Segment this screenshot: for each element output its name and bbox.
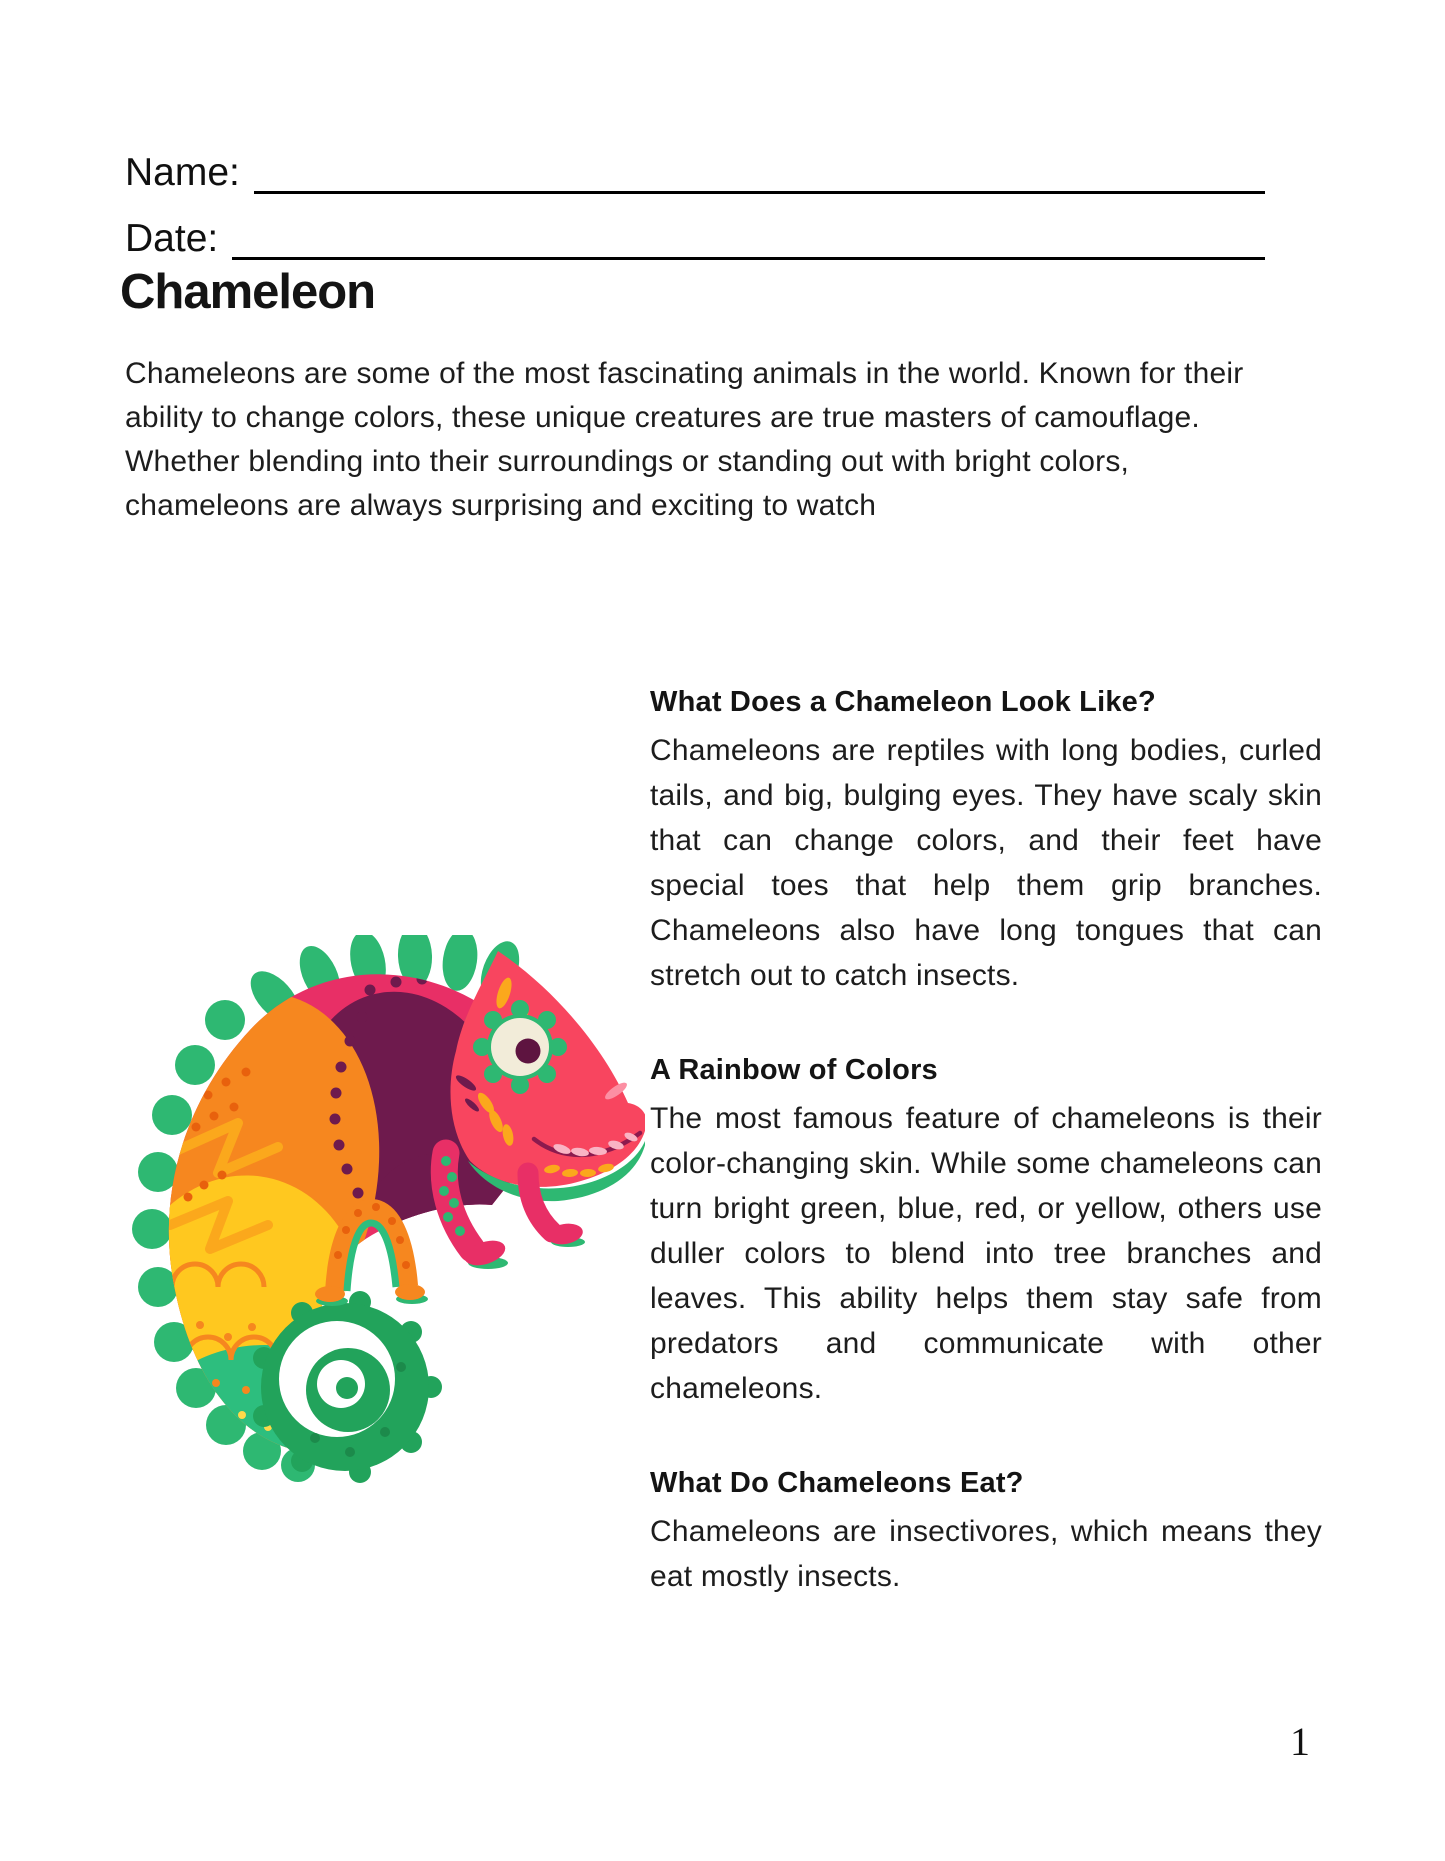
- article-column: [650, 686, 1322, 1655]
- chameleon-head: [450, 951, 645, 1201]
- section-body: Chameleons are reptiles with long bodies, curled tails, and big, bulging eyes. They have scaly skin that can change colors, and their feet have special toes that help them grip branches. Chameleons also have long tongues that can stretch out to catch insects.: [650, 734, 1322, 992]
- section-appearance: [650, 686, 1322, 998]
- section-heading: What Do Chameleons Eat?: [650, 1467, 1024, 1499]
- header-fields: [125, 128, 1265, 260]
- name-blank-line[interactable]: [254, 125, 1265, 194]
- name-field-row: [125, 128, 1265, 194]
- section-body: The most famous feature of chameleons is their color-changing skin. While some chameleons can turn bright green, blue, red, or yellow, others use duller colors to blend into tree branches and leaves. This ability helps them stay safe from predators and communicate with other chameleons.: [650, 1102, 1322, 1405]
- page-title: Chameleon: [120, 265, 376, 319]
- intro-paragraph: Chameleons are some of the most fascinating animals in the world. Known for their ability to change colors, these unique creatures are true masters of camouflage. Whether blending into their surroundings or standing out with bright colors, chameleons are always surprising and exciting to watch: [125, 357, 1244, 522]
- section-body: Chameleons are insectivores, which means they eat mostly insects.: [650, 1515, 1322, 1593]
- section-heading: A Rainbow of Colors: [650, 1054, 938, 1086]
- name-label: Name:: [125, 151, 240, 194]
- page-number: 1: [1290, 1719, 1310, 1764]
- section-colors: [650, 1054, 1322, 1411]
- chameleon-svg: [100, 935, 645, 1515]
- date-field-row: [125, 194, 1265, 260]
- chameleon-eye: [473, 1000, 567, 1094]
- chameleon-illustration: [100, 935, 645, 1515]
- section-diet: [650, 1467, 1322, 1599]
- section-heading: What Does a Chameleon Look Like?: [650, 686, 1156, 718]
- date-label: Date:: [125, 217, 219, 260]
- date-blank-line[interactable]: [232, 191, 1265, 260]
